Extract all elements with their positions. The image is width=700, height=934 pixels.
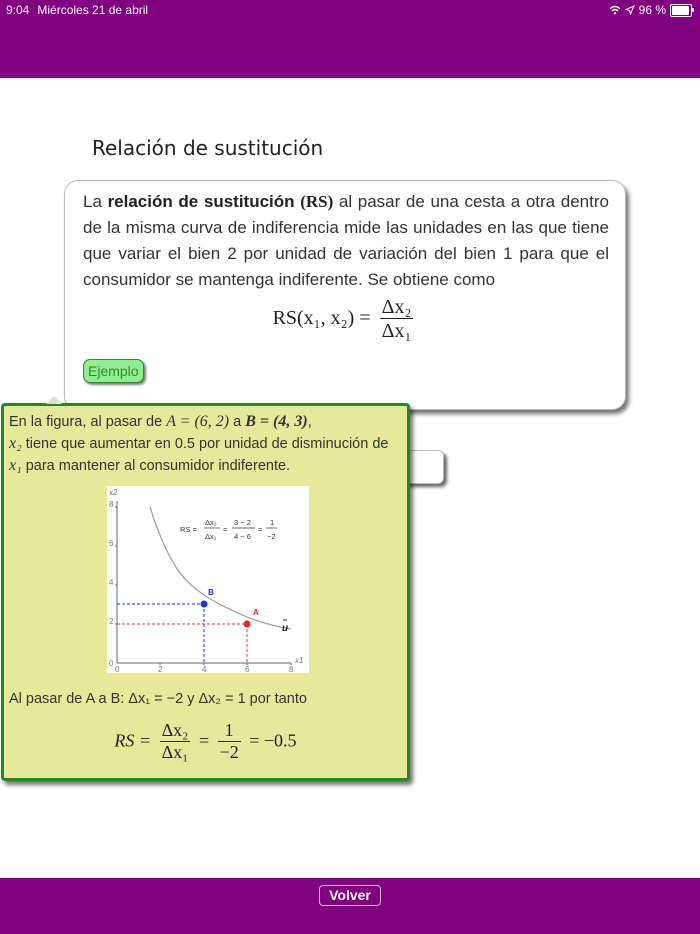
equals: = xyxy=(198,730,210,751)
text: , xyxy=(307,414,312,430)
svg-text:x2: x2 xyxy=(109,488,118,497)
fraction-values xyxy=(218,721,241,763)
formula-fraction xyxy=(380,296,414,343)
page-title: Relación de sustitución xyxy=(92,136,324,160)
status-indicators xyxy=(609,3,692,17)
point-b-marker xyxy=(201,601,208,608)
svg-text:B: B xyxy=(208,588,214,597)
point-a-marker xyxy=(244,621,251,628)
svg-text:2: 2 xyxy=(158,665,163,673)
formula-lhs: RS = xyxy=(114,730,152,751)
term-bold: relación de sustitución xyxy=(107,192,295,211)
intro-rest: al pasar de una cesta a otra dentro de la misma curva de indiferencia mide las unidades en las que tiene que variar el bien 2 por unidad de variación del bien 1 para que el consumidor se mantenga indiferente. Se obtiene como xyxy=(83,192,609,289)
wifi-icon xyxy=(609,5,621,15)
svg-text:=: = xyxy=(223,525,228,534)
text: tiene que aumentar en 0.5 por unidad de disminución de xyxy=(21,436,389,452)
svg-text:0: 0 xyxy=(115,665,120,673)
svg-text:4 − 6: 4 − 6 xyxy=(234,532,251,541)
denominator: −2 xyxy=(219,741,239,762)
svg-text:Δx₁: Δx₁ xyxy=(205,532,217,541)
definition-text xyxy=(83,189,609,293)
status-time-date xyxy=(6,3,148,17)
rs-formula xyxy=(65,296,625,343)
popup-arrow xyxy=(46,396,62,404)
example-button[interactable]: Ejemplo xyxy=(83,359,144,383)
term-abbr: (RS) xyxy=(300,192,334,211)
numerator: Δx₂ xyxy=(161,720,189,740)
svg-text:−2: −2 xyxy=(267,532,276,541)
example-conclusion: Al pasar de A a B: Δx₁ = −2 y Δx₂ = 1 por tanto xyxy=(9,691,307,707)
example-formula xyxy=(4,721,407,763)
formula-result: = −0.5 xyxy=(249,730,297,751)
svg-text:A: A xyxy=(253,608,259,617)
svg-text:1: 1 xyxy=(270,518,275,527)
var-x2: x₂ xyxy=(9,435,22,452)
example-popup xyxy=(1,403,410,781)
numerator: 1 xyxy=(218,721,241,742)
formula-denominator: Δx₁ xyxy=(381,320,412,342)
svg-text:8: 8 xyxy=(109,500,114,509)
point-a-text: A = (6, 2) xyxy=(166,413,230,430)
location-icon xyxy=(625,5,635,15)
header-bar xyxy=(0,0,700,78)
battery-percent: 96 % xyxy=(638,3,666,17)
svg-text:0: 0 xyxy=(109,659,114,668)
intro-prefix: La xyxy=(83,192,108,211)
svg-text:RS =: RS = xyxy=(180,525,197,534)
text: para mantener al consumidor indiferente. xyxy=(21,458,291,474)
svg-text:Δx₂: Δx₂ xyxy=(205,518,217,527)
status-time: 9:04 xyxy=(6,3,30,17)
fraction-delta xyxy=(160,721,191,763)
text: En la figura, al pasar de xyxy=(9,414,167,430)
denominator: Δx₁ xyxy=(161,741,189,762)
status-date: Miércoles 21 de abril xyxy=(37,3,149,17)
svg-text:4: 4 xyxy=(109,578,114,587)
formula-lhs: RS(x₁, x₂) = xyxy=(272,307,371,330)
svg-text:3 − 2: 3 − 2 xyxy=(234,518,251,527)
battery-icon xyxy=(670,4,692,17)
svg-text:=: = xyxy=(258,525,263,534)
svg-text:6: 6 xyxy=(109,539,114,548)
back-button[interactable]: Volver xyxy=(319,885,381,906)
svg-text:6: 6 xyxy=(245,665,250,673)
footer-bar xyxy=(0,878,700,934)
svg-text:x1: x1 xyxy=(295,656,304,665)
svg-text:2: 2 xyxy=(109,617,114,626)
indifference-curve-figure xyxy=(107,486,309,673)
svg-text:u: u xyxy=(282,623,289,634)
text: a xyxy=(229,414,246,430)
svg-text:8: 8 xyxy=(289,665,294,673)
var-x1: x₁ xyxy=(9,457,22,474)
svg-text:4: 4 xyxy=(202,665,207,673)
example-text xyxy=(9,411,404,477)
definition-card xyxy=(64,180,626,410)
point-b-text: B = (4, 3) xyxy=(245,413,308,430)
formula-numerator: Δx₂ xyxy=(381,296,412,318)
